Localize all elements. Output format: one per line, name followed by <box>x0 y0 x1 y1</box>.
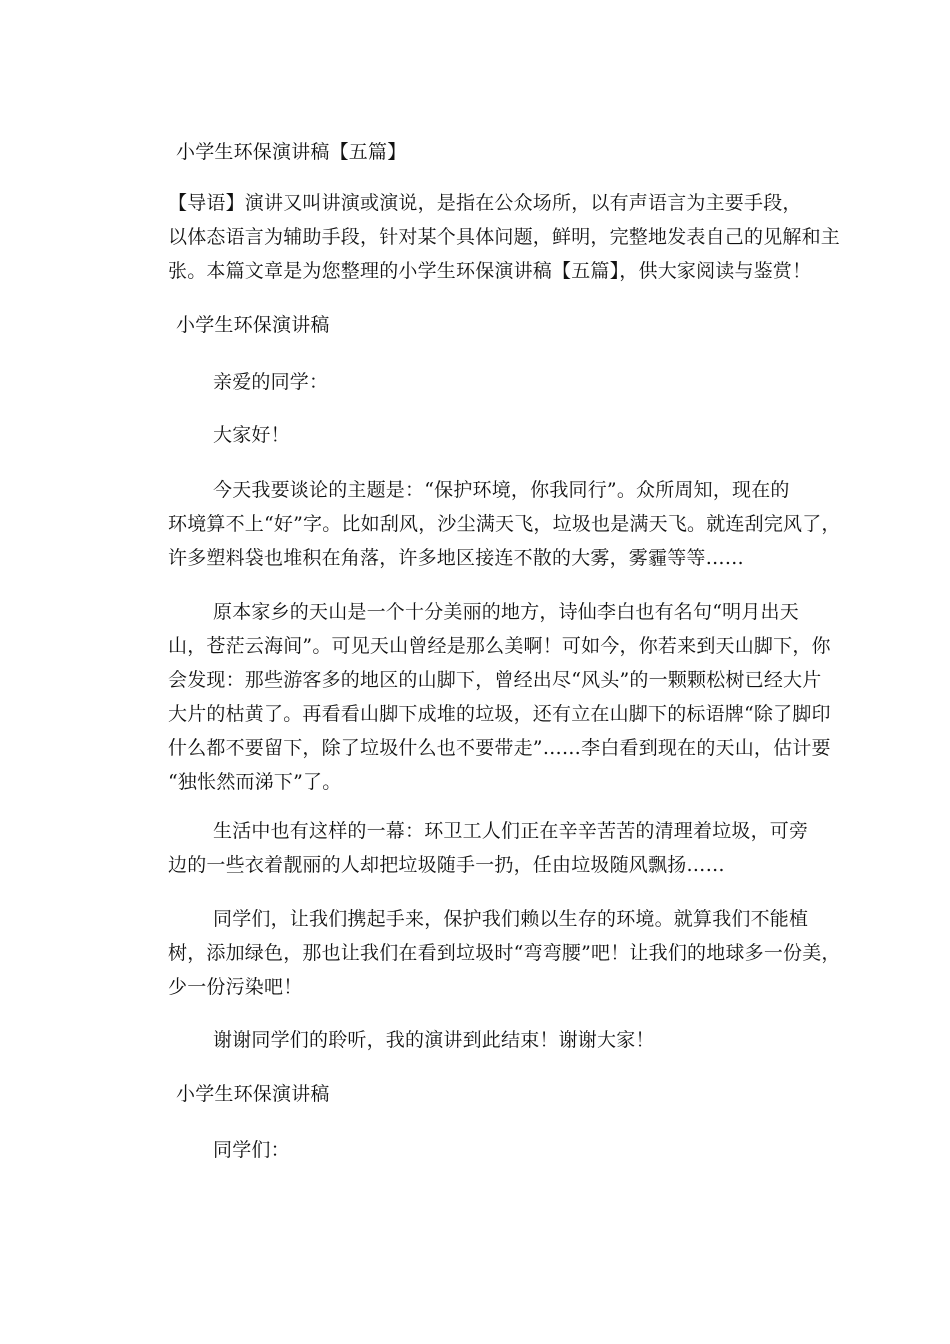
paragraph-4 <box>168 902 841 1004</box>
paragraph-line: 山，苍茫云海间”。可见天山曾经是那么美啊！可如今，你若来到天山脚下，你 <box>168 635 831 657</box>
section-heading: 小学生环保演讲稿 <box>176 314 330 336</box>
paragraph-line: 少一份污染吧！ <box>168 976 303 998</box>
paragraph-line: 会发现：那些游客多的地区的山脚下，曾经出尽“风头”的一颗颗松树已经大片 <box>168 669 822 691</box>
section-heading: 小学生环保演讲稿 <box>176 1083 330 1105</box>
paragraph-line: 大片的枯黄了。再看看山脚下成堆的垃圾，还有立在山脚下的标语牌“除了脚印 <box>168 703 831 725</box>
paragraph-line: 环境算不上“好”字。比如刮风，沙尘满天飞，垃圾也是满天飞。就连刮完风了， <box>168 513 841 535</box>
paragraph-line: 什么都不要留下，除了垃圾什么也不要带走”……李白看到现在的天山，估计要 <box>168 737 831 759</box>
paragraph-line: 树，添加绿色，那也让我们在看到垃圾时“弯弯腰”吧！让我们的地球多一份美， <box>168 942 841 964</box>
paragraph-line: “独怅然而涕下”了。 <box>168 771 342 793</box>
intro-line: 【导语】演讲又叫讲演或演说，是指在公众场所，以有声语言为主要手段， <box>168 192 802 214</box>
paragraph-line: 边的一些衣着靓丽的人却把垃圾随手一扔，任由垃圾随风飘扬…… <box>168 854 725 876</box>
paragraph-2 <box>168 595 831 799</box>
paragraph-1 <box>168 473 841 575</box>
intro-line: 以体态语言为辅助手段，针对某个具体问题，鲜明，完整地发表自己的见解和主 <box>168 226 841 248</box>
paragraph-line: 原本家乡的天山是一个十分美丽的地方，诗仙李白也有名句“明月出天 <box>213 601 799 623</box>
salutation: 同学们： <box>213 1139 290 1161</box>
salutation: 亲爱的同学： <box>213 371 329 393</box>
paragraph-line: 许多塑料袋也堆积在角落，许多地区接连不散的大雾，雾霾等等…… <box>168 547 745 569</box>
paragraph-line: 同学们，让我们携起手来，保护我们赖以生存的环境。就算我们不能植 <box>213 908 809 930</box>
closing-line: 谢谢同学们的聆听，我的演讲到此结束！谢谢大家！ <box>213 1029 655 1051</box>
paragraph-line: 生活中也有这样的一幕：环卫工人们正在辛辛苦苦的清理着垃圾，可旁 <box>213 820 809 842</box>
document-title: 小学生环保演讲稿【五篇】 <box>176 141 407 163</box>
intro-line: 张。本篇文章是为您整理的小学生环保演讲稿【五篇】，供大家阅读与鉴赏！ <box>168 260 812 282</box>
greeting: 大家好！ <box>213 424 290 446</box>
paragraph-3 <box>168 814 818 882</box>
intro-paragraph <box>168 186 841 288</box>
paragraph-line: 今天我要谈论的主题是：“保护环境，你我同行”。众所周知，现在的 <box>213 479 790 501</box>
